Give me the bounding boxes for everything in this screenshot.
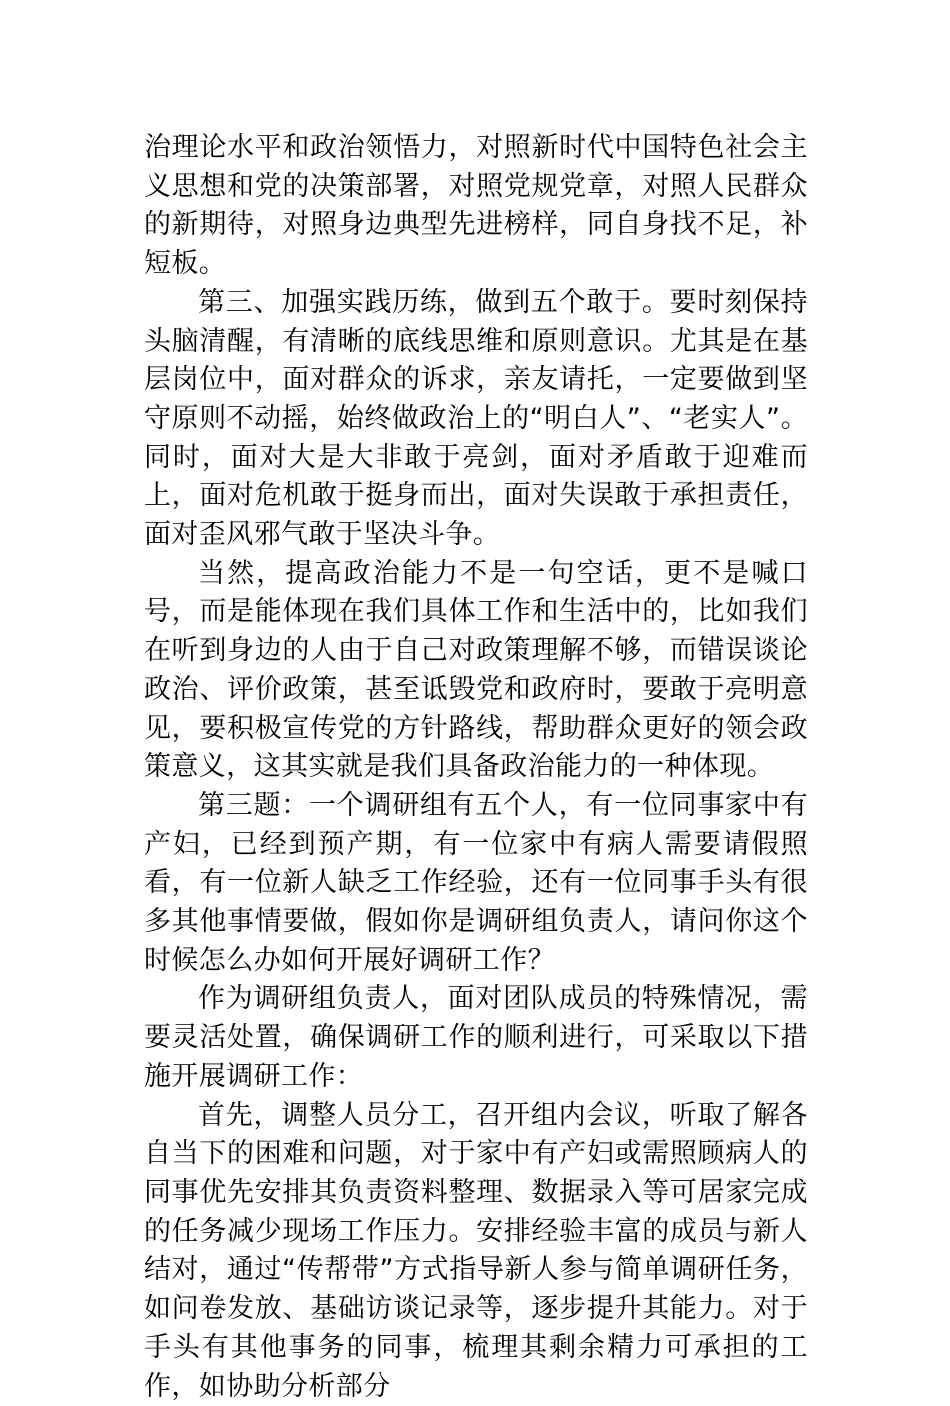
paragraph-practice-five-dares: 第三、加强实践历练，做到五个敢于。要时刻保持头脑清醒，有清晰的底线思维和原则意识。尤其是在基层岗位中，面对群众的诉求，亲友请托，一定要做到坚守原则不动摇，始终做政治上的“明白人”、“老实人”。同时，面对大是大非敢于亮剑，面对矛盾敢于迎难而上，面对危机敢于挺身而出，面对失误敢于承担责任，面对歪风邪气敢于坚决斗争。 — [144, 286, 808, 551]
paragraph-answer-intro: 作为调研组负责人，面对团队成员的特殊情况，需要灵活处置，确保调研工作的顺利进行，可采取以下措施开展调研工作： — [144, 983, 808, 1092]
paragraph-study-theory: 治理论水平和政治领悟力，对照新时代中国特色社会主义思想和党的决策部署，对照党规党章，对照人民群众的新期待，对照身边典型先进榜样，同自身找不足，补短板。 — [144, 132, 808, 280]
document-page — [144, 129, 808, 1406]
paragraph-political-ability: 当然，提高政治能力不是一句空话，更不是喊口号，而是能体现在我们具体工作和生活中的，比如我们在听到身边的人由于自己对政策理解不够，而错误谈论政治、评价政策，甚至诋毁党和政府时，要敢于亮明意见，要积极宣传党的方针路线，帮助群众更好的领会政策意义，这其实就是我们具备政治能力的一种体现。 — [144, 557, 808, 783]
paragraph-question-three: 第三题：一个调研组有五个人，有一位同事家中有产妇，已经到预产期，有一位家中有病人需要请假照看，有一位新人缺乏工作经验，还有一位同事手头有很多其他事情要做，假如你是调研组负责人，请问你这个时候怎么办如何开展好调研工作？ — [144, 789, 808, 976]
paragraph-adjust-division: 首先，调整人员分工，召开组内会议，听取了解各自当下的困难和问题，对于家中有产妇或需照顾病人的同事优先安排其负责资料整理、数据录入等可居家完成的任务减少现场工作压力。安排经验丰富的成员与新人结对，通过“传帮带”方式指导新人参与简单调研任务，如问卷发放、基础访谈记录等，逐步提升其能力。对于手头有其他事务的同事，梳理其剩余精力可承担的工作，如协助分析部分 — [144, 1099, 808, 1402]
